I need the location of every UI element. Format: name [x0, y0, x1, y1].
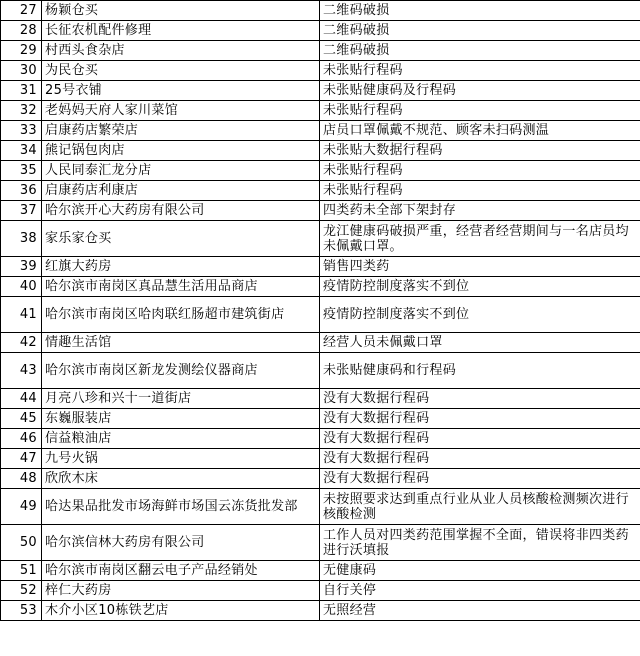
table-row [1, 333, 640, 353]
table-row [1, 201, 640, 221]
row-number-cell: 28 [1, 21, 42, 41]
row-number-cell: 37 [1, 201, 42, 221]
row-number-cell: 27 [1, 1, 42, 21]
shop-name-cell: 东巍服装店 [42, 409, 320, 429]
shop-name-cell: 家乐家仓买 [42, 221, 320, 257]
table-row [1, 21, 640, 41]
table-row [1, 101, 640, 121]
shop-name-cell: 启康药店利康店 [42, 181, 320, 201]
row-number-cell: 53 [1, 601, 42, 621]
table-row [1, 525, 640, 561]
issue-cell: 无健康码 [320, 561, 640, 581]
table-row [1, 181, 640, 201]
shop-name-cell: 老妈妈天府人家川菜馆 [42, 101, 320, 121]
issue-cell: 未张贴健康码和行程码 [320, 353, 640, 389]
issue-cell: 经营人员未佩戴口罩 [320, 333, 640, 353]
issue-cell: 未张贴健康码及行程码 [320, 81, 640, 101]
issue-cell: 没有大数据行程码 [320, 429, 640, 449]
table-row [1, 61, 640, 81]
table-row [1, 221, 640, 257]
row-number-cell: 49 [1, 489, 42, 525]
shop-name-cell: 为民仓买 [42, 61, 320, 81]
shop-name-cell: 哈尔滨市南岗区新龙发测绘仪器商店 [42, 353, 320, 389]
row-number-cell: 39 [1, 257, 42, 277]
issue-cell: 无照经营 [320, 601, 640, 621]
issue-cell: 未按照要求达到重点行业从业人员核酸检测频次进行核酸检测 [320, 489, 640, 525]
table-row [1, 81, 640, 101]
shop-name-cell: 哈尔滨开心大药房有限公司 [42, 201, 320, 221]
issue-cell: 未张贴大数据行程码 [320, 141, 640, 161]
table-row [1, 429, 640, 449]
row-number-cell: 36 [1, 181, 42, 201]
table-row [1, 257, 640, 277]
issue-cell: 没有大数据行程码 [320, 389, 640, 409]
shop-name-cell: 欣欣木床 [42, 469, 320, 489]
issue-cell: 没有大数据行程码 [320, 409, 640, 429]
row-number-cell: 44 [1, 389, 42, 409]
issue-cell: 二维码破损 [320, 41, 640, 61]
shop-name-cell: 红旗大药房 [42, 257, 320, 277]
issue-cell: 未张贴行程码 [320, 101, 640, 121]
row-number-cell: 41 [1, 297, 42, 333]
row-number-cell: 50 [1, 525, 42, 561]
issue-cell: 疫情防控制度落实不到位 [320, 277, 640, 297]
table-row [1, 489, 640, 525]
issue-cell: 销售四类药 [320, 257, 640, 277]
issue-cell: 未张贴行程码 [320, 61, 640, 81]
row-number-cell: 31 [1, 81, 42, 101]
row-number-cell: 35 [1, 161, 42, 181]
row-number-cell: 32 [1, 101, 42, 121]
issue-cell: 没有大数据行程码 [320, 449, 640, 469]
table-row [1, 297, 640, 333]
issue-cell: 工作人员对四类药范围掌握不全面，错误将非四类药进行沃填报 [320, 525, 640, 561]
row-number-cell: 30 [1, 61, 42, 81]
table-row [1, 561, 640, 581]
shop-name-cell: 木介小区10栋铁艺店 [42, 601, 320, 621]
row-number-cell: 48 [1, 469, 42, 489]
table-row [1, 161, 640, 181]
table-body [1, 1, 640, 621]
shop-name-cell: 九号火锅 [42, 449, 320, 469]
table-row [1, 41, 640, 61]
table-row [1, 449, 640, 469]
row-number-cell: 43 [1, 353, 42, 389]
issue-cell: 没有大数据行程码 [320, 469, 640, 489]
row-number-cell: 45 [1, 409, 42, 429]
row-number-cell: 51 [1, 561, 42, 581]
table-row [1, 1, 640, 21]
shop-name-cell: 熊记锅包肉店 [42, 141, 320, 161]
shop-name-cell: 月亮八珍和兴十一道街店 [42, 389, 320, 409]
issue-cell: 未张贴行程码 [320, 181, 640, 201]
shop-name-cell: 哈尔滨市南岗区翻云电子产品经销处 [42, 561, 320, 581]
row-number-cell: 52 [1, 581, 42, 601]
issue-cell: 四类药未全部下架封存 [320, 201, 640, 221]
shop-name-cell: 哈尔滨市南岗区哈肉联红肠超市建筑街店 [42, 297, 320, 333]
row-number-cell: 46 [1, 429, 42, 449]
table-row [1, 601, 640, 621]
row-number-cell: 40 [1, 277, 42, 297]
row-number-cell: 29 [1, 41, 42, 61]
issue-cell: 未张贴行程码 [320, 161, 640, 181]
row-number-cell: 47 [1, 449, 42, 469]
row-number-cell: 38 [1, 221, 42, 257]
shop-name-cell: 情趣生活馆 [42, 333, 320, 353]
issue-cell: 疫情防控制度落实不到位 [320, 297, 640, 333]
table-row [1, 469, 640, 489]
shop-name-cell: 梓仁大药房 [42, 581, 320, 601]
row-number-cell: 34 [1, 141, 42, 161]
shop-name-cell: 杨颖仓买 [42, 1, 320, 21]
table-row [1, 353, 640, 389]
issue-cell: 自行关停 [320, 581, 640, 601]
shop-name-cell: 25号衣铺 [42, 81, 320, 101]
table-row [1, 409, 640, 429]
shop-name-cell: 村西头食杂店 [42, 41, 320, 61]
table-row [1, 389, 640, 409]
row-number-cell: 42 [1, 333, 42, 353]
shop-name-cell: 人民同泰汇龙分店 [42, 161, 320, 181]
shop-name-cell: 哈达果品批发市场海鲜市场国云冻货批发部 [42, 489, 320, 525]
row-number-cell: 33 [1, 121, 42, 141]
shop-name-cell: 哈尔滨市南岗区真品慧生活用品商店 [42, 277, 320, 297]
issue-cell: 龙江健康码破损严重，经营者经营期间与一名店员均未佩戴口罩。 [320, 221, 640, 257]
shop-name-cell: 长征农机配件修理 [42, 21, 320, 41]
issue-cell: 二维码破损 [320, 1, 640, 21]
table-row [1, 121, 640, 141]
shop-name-cell: 哈尔滨信林大药房有限公司 [42, 525, 320, 561]
issue-cell: 店员口罩佩戴不规范、顾客未扫码测温 [320, 121, 640, 141]
table-row [1, 277, 640, 297]
shop-name-cell: 信益粮油店 [42, 429, 320, 449]
table-row [1, 141, 640, 161]
issue-cell: 二维码破损 [320, 21, 640, 41]
shop-name-cell: 启康药店繁荣店 [42, 121, 320, 141]
table-row [1, 581, 640, 601]
